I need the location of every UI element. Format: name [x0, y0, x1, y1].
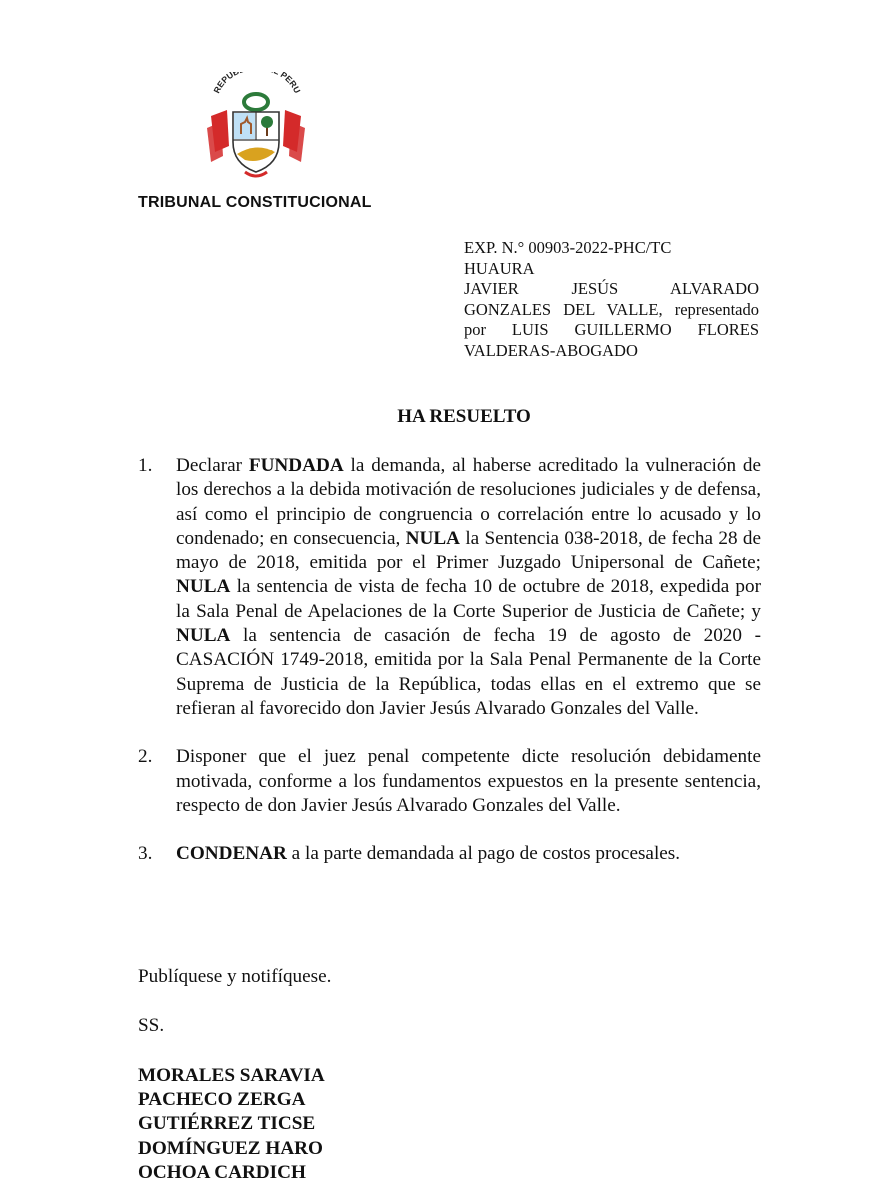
signatory-name: OCHOA CARDICH: [138, 1161, 306, 1183]
resolution-segment: a la parte demandada al pago de costos procesales.: [286, 843, 681, 865]
case-party-line: VALDERAS-ABOGADO: [464, 340, 638, 360]
resolution-number: 3.: [138, 843, 153, 865]
resolution-segment: Disponer que el juez penal competente dicte resolución debidamente motivada, conforme a los fundamentos expuestos en la presente sentencia, respecto de don Javier Jesús Alvarado Gonzales del Valle.: [176, 746, 761, 816]
resolution-number: 2.: [138, 746, 153, 768]
resolution-heading: HA RESUELTO: [397, 406, 531, 427]
coat-of-arms-seal: [205, 72, 307, 184]
signatory-name: MORALES SARAVIA: [138, 1065, 325, 1086]
case-party-line: por LUIS GUILLERMO FLORES: [464, 320, 759, 339]
case-party-line: JAVIER JESÚS ALVARADO: [464, 279, 759, 298]
resolution-text: [176, 454, 761, 721]
signatory-name: GUTIÉRREZ TICSE: [138, 1113, 316, 1135]
case-party-line: GONZALES DEL VALLE, representado: [464, 299, 759, 319]
signatory-name: DOMÍNGUEZ HARO: [138, 1137, 323, 1159]
resolution-number: 1.: [138, 455, 153, 476]
resolution-emphasis: CONDENAR: [176, 843, 287, 865]
resolution-emphasis: NULA: [176, 625, 231, 647]
resolution-emphasis: FUNDADA: [248, 455, 344, 476]
resolution-item: [138, 454, 761, 721]
case-number: EXP. N.° 00903-2022-PHC/TC: [464, 238, 672, 257]
resolution-emphasis: NULA: [176, 576, 231, 598]
resolution-emphasis: NULA: [405, 527, 460, 549]
peru-coat-of-arms-icon: [205, 72, 307, 184]
case-header-block: [464, 238, 759, 361]
resolution-text: [176, 842, 761, 866]
resolution-text: [176, 745, 761, 818]
svg-text:REPUBLICA DEL PERU: REPU PERU: [211, 72, 303, 95]
case-district: HUAURA: [464, 258, 535, 278]
resolution-item: [138, 745, 761, 818]
resolution-segment: la demanda, al haberse acreditado la vulneración de los derechos a la debida motivación de resoluciones judiciales y de defensa, así como el principio de congruencia o correlación entre lo acusado y lo condenado; en consecuencia,: [176, 455, 761, 549]
resolution-list: [138, 454, 761, 890]
institution-name: TRIBUNAL CONSTITUCIONAL: [138, 194, 372, 211]
signatories-list: [138, 1064, 325, 1185]
resolution-segment: Declarar: [176, 455, 249, 476]
signatory-name: PACHECO ZERGA: [138, 1089, 306, 1111]
resolution-item: [138, 842, 761, 866]
resolution-segment: la sentencia de vista de fecha 10 de octubre de 2018, expedida por la Sala Penal de Apelaciones de la Corte Superior de Justicia de Cañete; y: [176, 576, 761, 622]
publish-notice: Publíquese y notifíquese.: [138, 966, 332, 987]
resolution-segment: la sentencia de casación de fecha 19 de agosto de 2020 - CASACIÓN 1749-2018, emitida por la Sala Penal Permanente de la Corte Suprema de Justicia de la República, todas ellas en el extremo que se refieran al favorecido don Javier Jesús Alvarado Gonzales del Valle.: [176, 625, 761, 719]
resolution-segment: la Sentencia 038-2018, de fecha 28 de mayo de 2018, emitida por el Primer Juzgado Unipersonal de Cañete;: [176, 527, 761, 574]
ss-label: SS.: [138, 1015, 165, 1036]
